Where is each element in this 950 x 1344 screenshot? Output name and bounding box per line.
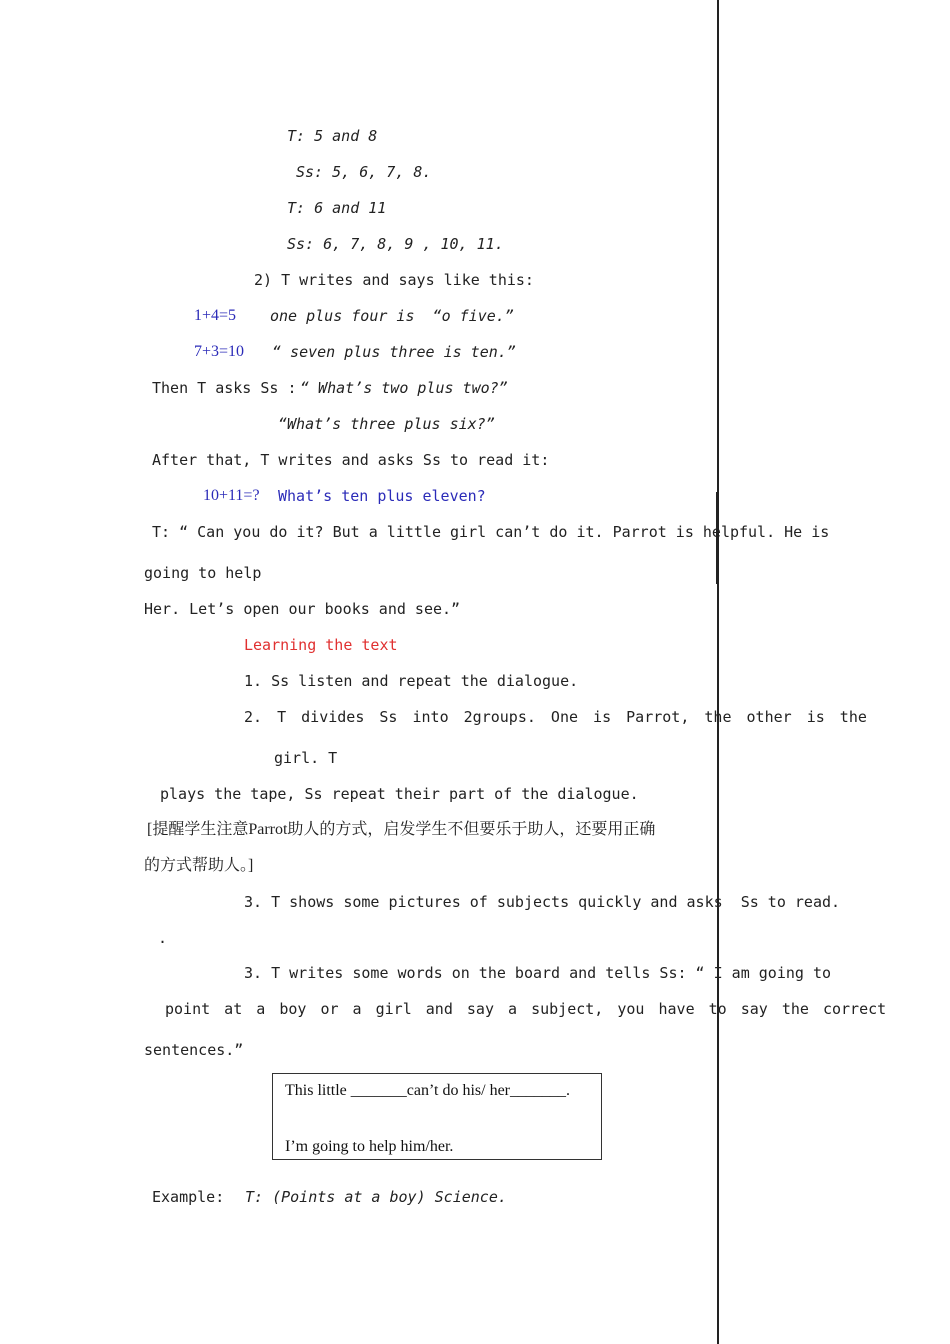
step-2-heading: 2) T writes and says like this:	[254, 271, 534, 289]
step-2-divides: 2. T divides Ss into 2groups. One is Parrot, the other is the	[244, 708, 867, 726]
example-label: Example:	[152, 1188, 225, 1206]
step-2-girl: girl. T	[274, 749, 338, 767]
equation-1-reading: one plus four is “o five.”	[270, 307, 514, 325]
section-heading-learning: Learning the text	[244, 636, 398, 654]
equation-1: 1+4=5	[194, 307, 237, 324]
equation-3: 10+11=?	[203, 487, 260, 504]
plays-the-tape: plays the tape, Ss repeat their part of the dialogue.	[160, 785, 639, 803]
stray-period: .	[158, 929, 168, 947]
step-3-writes: 3. T writes some words on the board and tells Ss: “ I am going to	[244, 964, 831, 982]
t-can-you-do-it: T: “ Can you do it? But a little girl can’t do it. Parrot is helpful. He is	[152, 523, 830, 541]
frame-line-1: This little _______can’t do his/ her_______.	[285, 1082, 571, 1099]
going-to-help: going to help	[144, 564, 262, 582]
step-1-listen: 1. Ss listen and repeat the dialogue.	[244, 672, 579, 690]
line-t-5-and-8: T: 5 and 8	[287, 127, 378, 145]
point-at-line: point at a boy or a girl and say a subject, you have to say the correct	[165, 1000, 887, 1018]
line-ss-6-11: Ss: 6, 7, 8, 9 , 10, 11.	[287, 235, 504, 253]
example-text: T: (Points at a boy) Science.	[245, 1188, 507, 1206]
page-margin-rule	[717, 0, 719, 1344]
line-ss-5-8: Ss: 5, 6, 7, 8.	[296, 163, 432, 181]
line-t-6-and-11: T: 6 and 11	[287, 199, 387, 217]
step-3-pictures: 3. T shows some pictures of subjects quickly and asks Ss to read.	[244, 893, 841, 911]
open-books-line: Her. Let’s open our books and see.”	[144, 600, 461, 618]
equation-2-reading: “ seven plus three is ten.”	[272, 343, 516, 361]
chinese-note-2: 的方式帮助人。]	[144, 857, 254, 874]
question-two-plus-two: “ What’s two plus two?”	[300, 379, 508, 397]
equation-3-reading: What’s ten plus eleven?	[278, 487, 486, 505]
sentence-frame-box	[272, 1073, 602, 1160]
after-that-line: After that, T writes and asks Ss to read it:	[152, 451, 550, 469]
sentences-line: sentences.”	[144, 1041, 244, 1059]
chinese-note-1: [提醒学生注意Parrot助人的方式，启发学生不但要乐于助人，还要用正确	[147, 821, 656, 838]
then-t-asks: Then T asks Ss :	[152, 379, 297, 397]
frame-line-2: I’m going to help him/her.	[285, 1138, 454, 1155]
question-three-plus-six: “What’s three plus six?”	[278, 415, 495, 433]
equation-2: 7+3=10	[194, 343, 245, 360]
